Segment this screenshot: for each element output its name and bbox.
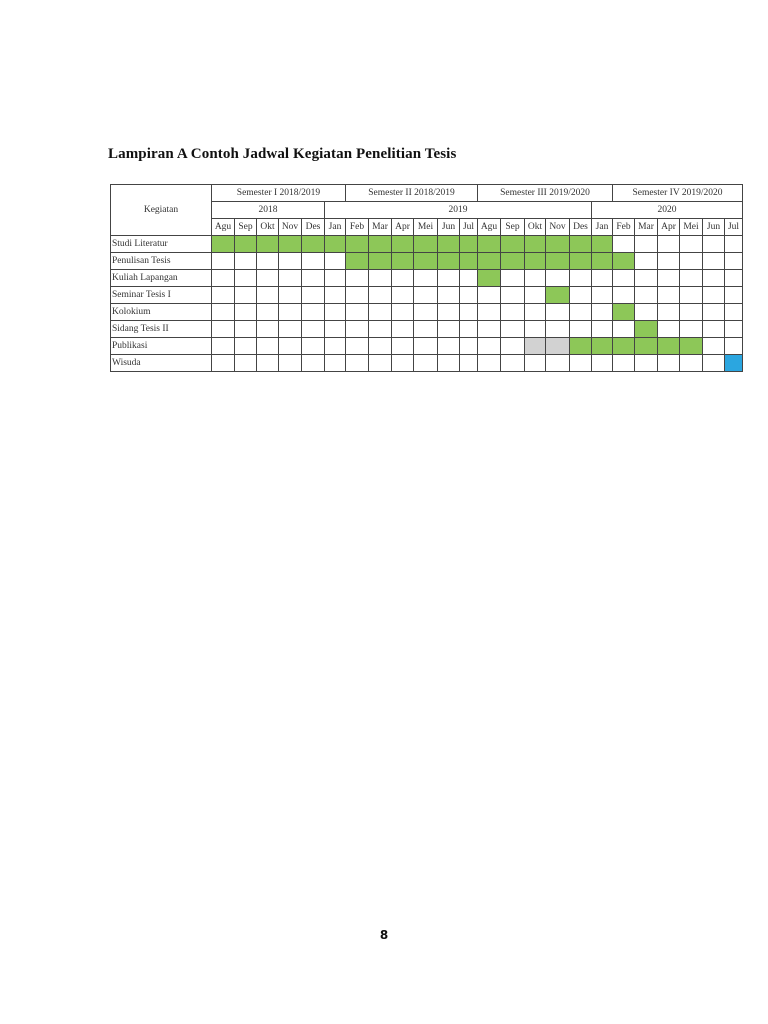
schedule-cell [392,355,414,372]
schedule-cell [212,253,235,270]
schedule-cell [235,270,257,287]
schedule-cell-filled [414,236,438,253]
schedule-cell-filled [346,236,369,253]
schedule-cell-filled [592,253,613,270]
kegiatan-header: Kegiatan [111,185,212,236]
schedule-cell [725,321,743,338]
schedule-cell-filled [235,236,257,253]
schedule-cell [478,304,501,321]
schedule-cell [346,321,369,338]
schedule-cell [570,304,592,321]
schedule-cell [635,304,658,321]
schedule-cell-filled [325,236,346,253]
schedule-body [111,236,743,372]
schedule-cell [680,355,703,372]
schedule-cell-filled [525,253,546,270]
schedule-cell-filled [302,236,325,253]
schedule-cell [592,304,613,321]
schedule-cell [703,236,725,253]
schedule-cell [392,287,414,304]
schedule-cell [235,338,257,355]
schedule-cell [658,321,680,338]
schedule-cell [346,287,369,304]
schedule-cell [369,355,392,372]
month-header: Apr [392,219,414,236]
schedule-cell [460,287,478,304]
schedule-cell [658,236,680,253]
activity-label: Kuliah Lapangan [111,270,212,287]
schedule-cell [658,355,680,372]
schedule-cell [592,355,613,372]
schedule-cell [325,355,346,372]
schedule-cell [478,355,501,372]
schedule-cell-filled [658,338,680,355]
schedule-cell [546,355,570,372]
month-header: Nov [279,219,302,236]
schedule-cell-filled [725,355,743,372]
schedule-cell [212,287,235,304]
schedule-cell [570,287,592,304]
schedule-cell-filled [414,253,438,270]
schedule-cell [592,270,613,287]
schedule-cell [438,338,460,355]
schedule-cell [212,304,235,321]
schedule-cell [680,253,703,270]
schedule-cell [478,321,501,338]
schedule-cell [257,287,279,304]
schedule-cell [658,270,680,287]
schedule-cell [325,253,346,270]
schedule-cell [525,321,546,338]
schedule-cell [725,253,743,270]
schedule-cell-filled [438,253,460,270]
schedule-cell [613,355,635,372]
page-number: 8 [379,928,389,942]
schedule-cell-filled [613,338,635,355]
schedule-cell [703,355,725,372]
activity-row [111,270,743,287]
schedule-cell [257,253,279,270]
schedule-cell [478,338,501,355]
schedule-cell [613,321,635,338]
schedule-cell-filled [478,270,501,287]
activity-label: Publikasi [111,338,212,355]
schedule-cell-filled [501,236,525,253]
schedule-cell [725,338,743,355]
schedule-cell [302,253,325,270]
schedule-cell [212,355,235,372]
schedule-cell [346,304,369,321]
month-header: Jun [703,219,725,236]
schedule-cell [369,287,392,304]
schedule-cell [235,321,257,338]
schedule-cell [392,338,414,355]
schedule-cell [325,304,346,321]
month-header: Okt [525,219,546,236]
schedule-cell-filled [592,338,613,355]
schedule-cell [613,287,635,304]
schedule-cell [369,321,392,338]
month-header: Des [302,219,325,236]
schedule-cell [369,270,392,287]
schedule-cell-filled [392,253,414,270]
schedule-table [110,184,743,372]
schedule-cell [212,321,235,338]
schedule-cell-filled [460,236,478,253]
schedule-cell-filled [501,253,525,270]
schedule-cell [613,236,635,253]
schedule-cell [635,355,658,372]
month-header: Sep [235,219,257,236]
schedule-cell [392,304,414,321]
month-header: Apr [658,219,680,236]
schedule-cell [279,355,302,372]
schedule-cell [212,338,235,355]
schedule-cell-filled [346,253,369,270]
schedule-cell [635,236,658,253]
schedule-cell [460,355,478,372]
year-header: 2018 [212,202,325,219]
schedule-cell [414,270,438,287]
schedule-cell [592,287,613,304]
schedule-cell [546,304,570,321]
schedule-cell [212,270,235,287]
year-header: 2019 [325,202,592,219]
activity-row [111,236,743,253]
semester-header: Semester I 2018/2019 [212,185,346,202]
schedule-cell [725,236,743,253]
activity-label: Sidang Tesis II [111,321,212,338]
schedule-cell [414,338,438,355]
schedule-cell-filled [570,253,592,270]
activity-row [111,287,743,304]
semester-header: Semester IV 2019/2020 [613,185,743,202]
schedule-cell-filled [613,304,635,321]
schedule-cell-filled [592,236,613,253]
month-header: Feb [613,219,635,236]
schedule-cell-filled [613,253,635,270]
schedule-cell [680,236,703,253]
schedule-cell [680,270,703,287]
schedule-cell-filled [438,236,460,253]
activity-label: Penulisan Tesis [111,253,212,270]
schedule-cell [235,253,257,270]
schedule-cell [613,270,635,287]
schedule-cell [478,287,501,304]
month-header: Agu [478,219,501,236]
activity-label: Studi Literatur [111,236,212,253]
schedule-cell [703,270,725,287]
schedule-cell [302,321,325,338]
schedule-cell [703,253,725,270]
schedule-cell-filled [257,236,279,253]
month-header: Jan [592,219,613,236]
schedule-cell [501,270,525,287]
schedule-cell [414,287,438,304]
month-header: Mei [680,219,703,236]
schedule-cell [438,321,460,338]
semester-header: Semester III 2019/2020 [478,185,613,202]
schedule-cell [302,338,325,355]
schedule-cell [438,304,460,321]
month-header: Jun [438,219,460,236]
schedule-cell [414,321,438,338]
schedule-cell-filled [279,236,302,253]
schedule-cell [325,270,346,287]
semester-header-row [111,185,743,202]
schedule-cell [680,304,703,321]
schedule-cell [525,355,546,372]
schedule-cell-filled [635,338,658,355]
schedule-cell [346,338,369,355]
schedule-cell-filled [392,236,414,253]
schedule-cell-filled [546,253,570,270]
schedule-cell [525,287,546,304]
schedule-cell [279,253,302,270]
schedule-cell [257,355,279,372]
schedule-cell [725,270,743,287]
schedule-cell [501,287,525,304]
schedule-cell [725,304,743,321]
schedule-cell [369,304,392,321]
page-title: Lampiran A Contoh Jadwal Kegiatan Penelitian Tesis [108,146,457,162]
schedule-cell [658,287,680,304]
schedule-cell [302,304,325,321]
schedule-cell-filled [570,236,592,253]
schedule-cell-filled [546,287,570,304]
schedule-cell [501,338,525,355]
month-header: Jul [725,219,743,236]
activity-row [111,338,743,355]
schedule-cell [658,253,680,270]
schedule-cell [635,270,658,287]
year-header: 2020 [592,202,743,219]
schedule-cell [546,321,570,338]
schedule-cell [325,321,346,338]
activity-row [111,253,743,270]
schedule-cell [703,338,725,355]
schedule-cell [592,321,613,338]
schedule-cell [257,321,279,338]
schedule-cell-filled [212,236,235,253]
schedule-cell-filled [369,253,392,270]
schedule-cell [501,355,525,372]
schedule-cell [635,253,658,270]
activity-label: Wisuda [111,355,212,372]
schedule-cell [414,304,438,321]
month-header: Nov [546,219,570,236]
month-header: Mei [414,219,438,236]
schedule-cell [346,270,369,287]
schedule-cell [680,321,703,338]
schedule-cell [392,270,414,287]
schedule-cell [302,270,325,287]
schedule-cell [570,321,592,338]
schedule-cell [525,270,546,287]
month-header: Feb [346,219,369,236]
month-header: Des [570,219,592,236]
activity-row [111,355,743,372]
schedule-cell-filled [369,236,392,253]
schedule-cell [257,270,279,287]
schedule-cell [725,287,743,304]
schedule-cell-filled [546,236,570,253]
schedule-cell-filled [680,338,703,355]
schedule-cell [279,338,302,355]
schedule-cell [501,321,525,338]
schedule-cell [279,304,302,321]
schedule-cell [346,355,369,372]
schedule-cell [302,355,325,372]
schedule-cell [570,270,592,287]
schedule-cell [460,304,478,321]
schedule-cell [703,287,725,304]
activity-label: Seminar Tesis I [111,287,212,304]
month-header: Mar [369,219,392,236]
activity-row [111,304,743,321]
schedule-cell [703,321,725,338]
month-header: Agu [212,219,235,236]
schedule-cell [279,321,302,338]
schedule-cell-filled [460,253,478,270]
schedule-cell [460,270,478,287]
schedule-cell [438,270,460,287]
schedule-cell [501,304,525,321]
activity-row [111,321,743,338]
month-header: Sep [501,219,525,236]
schedule-cell [279,270,302,287]
schedule-cell [414,355,438,372]
schedule-cell [570,355,592,372]
schedule-cell [658,304,680,321]
schedule-cell [703,304,725,321]
month-header: Okt [257,219,279,236]
schedule-cell [235,355,257,372]
schedule-cell-filled [525,338,546,355]
schedule-cell [460,338,478,355]
schedule-cell [325,338,346,355]
schedule-cell [235,304,257,321]
schedule-cell [525,304,546,321]
schedule-cell-filled [635,321,658,338]
schedule-cell [392,321,414,338]
schedule-cell [460,321,478,338]
month-header: Jan [325,219,346,236]
schedule-cell [279,287,302,304]
month-header: Mar [635,219,658,236]
schedule-cell [302,287,325,304]
schedule-cell [438,355,460,372]
schedule-cell [325,287,346,304]
schedule-cell [680,287,703,304]
schedule-cell-filled [525,236,546,253]
schedule-cell-filled [478,253,501,270]
schedule-cell [546,270,570,287]
schedule-cell [438,287,460,304]
schedule-cell [257,338,279,355]
activity-label: Kolokium [111,304,212,321]
schedule-cell-filled [570,338,592,355]
schedule-cell [635,287,658,304]
month-header: Jul [460,219,478,236]
schedule-cell-filled [546,338,570,355]
schedule-cell [235,287,257,304]
schedule-cell [369,338,392,355]
schedule-cell-filled [478,236,501,253]
semester-header: Semester II 2018/2019 [346,185,478,202]
schedule-cell [257,304,279,321]
